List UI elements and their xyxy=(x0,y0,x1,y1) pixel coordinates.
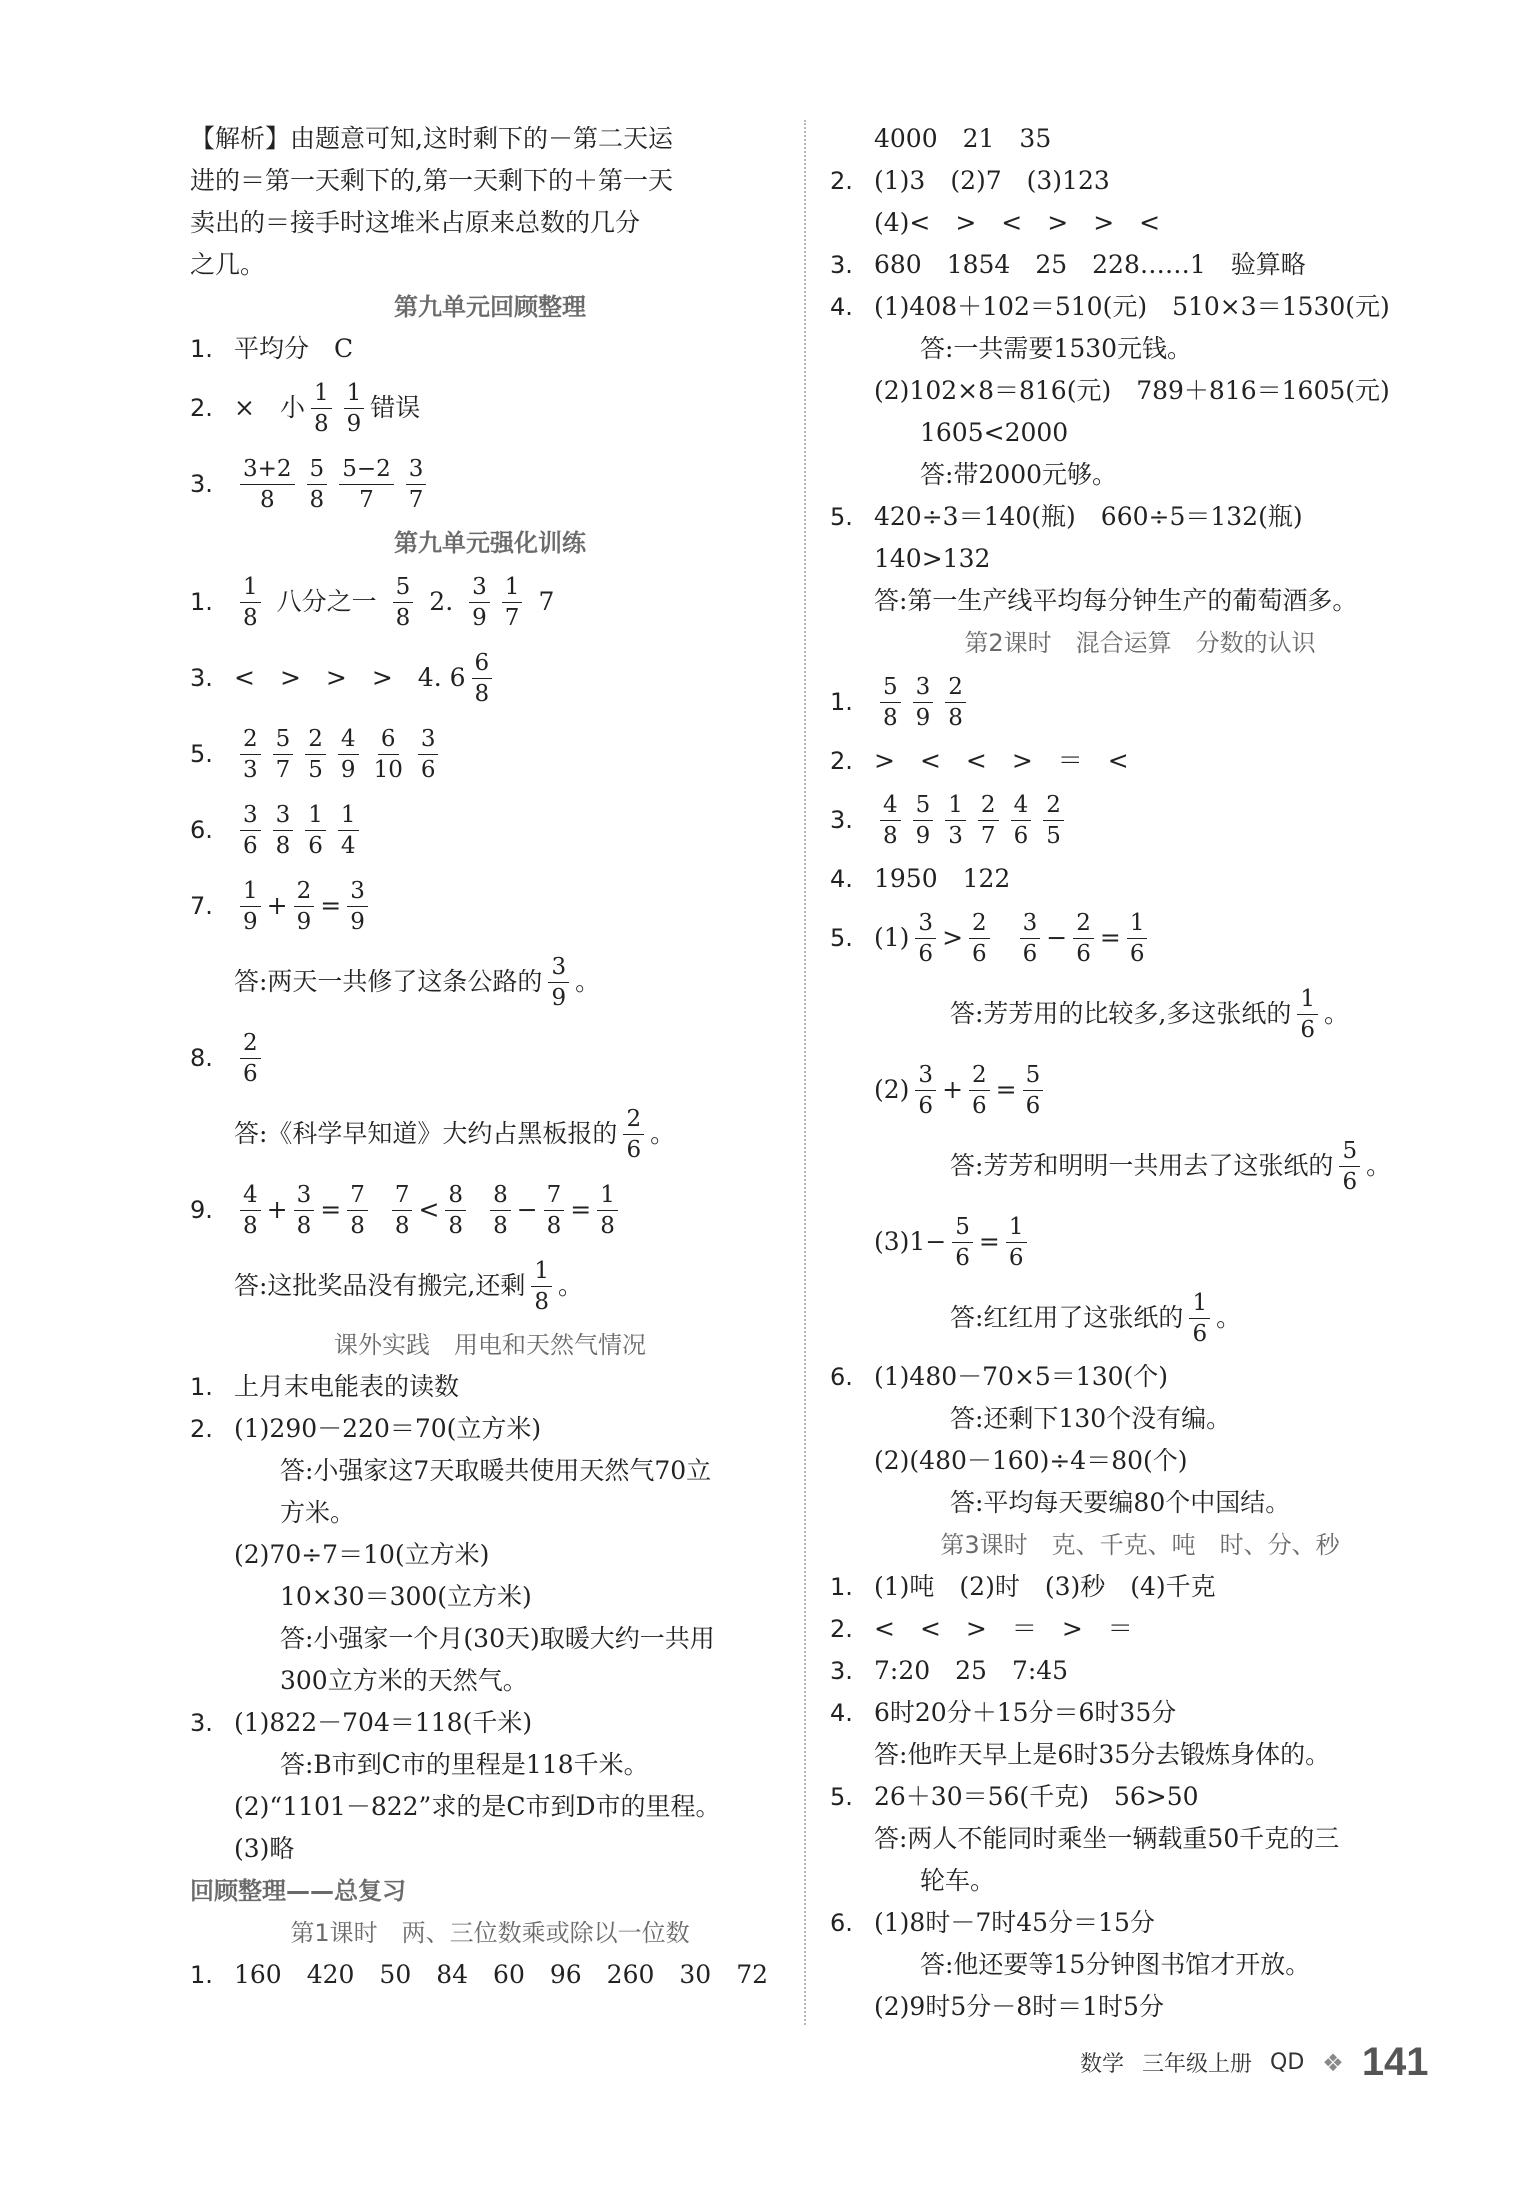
answer-line: 答:一共需要1530元钱。 xyxy=(920,334,1193,363)
item-number: 1. xyxy=(190,1373,213,1401)
fraction: $\frac{1}{7}$ xyxy=(502,572,523,633)
fraction: $\frac{3}{6}$ xyxy=(1020,908,1041,969)
item-number: 6. xyxy=(190,816,213,844)
section-heading: 第2课时 混合运算 分数的认识 xyxy=(964,629,1316,657)
section-heading: 第九单元回顾整理 xyxy=(394,293,586,321)
item-number: 3. xyxy=(190,470,213,498)
fraction: $\frac{1}{6}$ xyxy=(305,800,326,861)
footer-edition: QD xyxy=(1270,2050,1305,2075)
answer-text: < < > ＝ > ＝ xyxy=(874,1614,1133,1643)
answer-text: (1)8时－7时45分＝15分 xyxy=(874,1908,1155,1937)
column-divider xyxy=(804,120,806,2025)
fraction: $\frac{8}{8}$ xyxy=(445,1180,466,1241)
answer-item xyxy=(830,1692,1450,1734)
operator: = xyxy=(1099,923,1121,952)
chapter-heading: 回顾整理——总复习 xyxy=(190,1877,406,1905)
answer-line: 答:B市到C市的里程是118千米。 xyxy=(280,1750,649,1779)
fraction: $\frac{2}{6}$ xyxy=(623,1104,644,1165)
operator: + xyxy=(266,891,288,920)
fraction: $\frac{7}{8}$ xyxy=(544,1180,565,1241)
fraction: $\frac{1}{3}$ xyxy=(945,790,966,851)
fraction: $\frac{1}{6}$ xyxy=(1189,1288,1210,1349)
fraction: $\frac{4}{9}$ xyxy=(338,724,359,785)
item-number: 2. xyxy=(830,1615,853,1643)
fraction: $\frac{6}{8}$ xyxy=(472,648,493,709)
fraction: $\frac{3}{9}$ xyxy=(347,876,368,937)
answer-line xyxy=(830,1052,1450,1128)
answer-text: 上月末电能表的读数 xyxy=(234,1372,460,1401)
answer-item xyxy=(190,446,790,522)
fraction: $\frac{1}{8}$ xyxy=(597,1180,618,1241)
fraction: $\frac{5}{6}$ xyxy=(1339,1136,1360,1197)
item-number: 6. xyxy=(830,1363,853,1391)
item-number: 2. xyxy=(190,394,213,422)
answer-item xyxy=(830,244,1450,286)
item-number: 8. xyxy=(190,1044,213,1072)
right-column xyxy=(830,118,1450,2028)
analysis-line: 之几。 xyxy=(190,250,266,279)
answer-text: 答:红红用了这张纸的 xyxy=(950,1303,1184,1332)
operator: = xyxy=(978,1227,1000,1256)
operator: = xyxy=(320,1195,342,1224)
answer-item xyxy=(830,1356,1450,1398)
answer-line: 140>132 xyxy=(874,544,991,573)
section-heading: 第九单元强化训练 xyxy=(394,529,586,557)
fraction: $\frac{8}{8}$ xyxy=(490,1180,511,1241)
fraction: $\frac{2}{6}$ xyxy=(1073,908,1094,969)
fraction: $\frac{5-2}{7}$ xyxy=(339,454,394,515)
answer-text: (1)408＋102＝510(元) 510×3＝1530(元) xyxy=(874,292,1390,321)
fraction: $\frac{3}{9}$ xyxy=(548,952,569,1013)
fraction: $\frac{5}{6}$ xyxy=(952,1212,973,1273)
answer-line: 轮车。 xyxy=(920,1866,996,1895)
answer-line: 4000 21 35 xyxy=(874,124,1052,153)
answer-item xyxy=(830,858,1450,900)
answer-text: (1)822－704＝118(千米) xyxy=(234,1708,533,1737)
item-number: 5. xyxy=(830,924,853,952)
answer-line: 答:小强家一个月(30天)取暖大约一共用 xyxy=(280,1624,715,1653)
sub-label: (3) xyxy=(874,1227,910,1256)
answer-text: 2. xyxy=(429,587,454,616)
answer-text: 160 420 50 84 60 96 260 30 72 xyxy=(234,1960,769,1989)
item-number: 5. xyxy=(190,740,213,768)
fraction: $\frac{1}{6}$ xyxy=(1006,1212,1027,1273)
answer-sentence xyxy=(830,976,1450,1052)
fraction: $\frac{3}{6}$ xyxy=(240,800,261,861)
answer-item xyxy=(190,1954,790,1996)
item-number: 2. xyxy=(830,747,853,775)
answer-line: 答:带2000元够。 xyxy=(920,460,1118,489)
answer-text: > < < > ＝ < xyxy=(874,746,1129,775)
fraction: $\frac{2}{3}$ xyxy=(240,724,261,785)
answer-text: (1)吨 (2)时 (3)秒 (4)千克 xyxy=(874,1572,1216,1601)
fraction: $\frac{7}{8}$ xyxy=(347,1180,368,1241)
answer-item xyxy=(190,792,790,868)
fraction: $\frac{2}{7}$ xyxy=(978,790,999,851)
answer-line: 方米。 xyxy=(280,1498,356,1527)
item-number: 3. xyxy=(830,251,853,279)
answer-item xyxy=(830,1566,1450,1608)
answer-item xyxy=(190,370,790,446)
item-number: 4. xyxy=(830,1699,853,1727)
fraction: $\frac{6}{10}$ xyxy=(373,725,403,783)
section-heading: 课外实践 用电和天然气情况 xyxy=(334,1331,646,1359)
fraction: $\frac{5}{8}$ xyxy=(307,454,328,515)
operator: = xyxy=(570,1195,592,1224)
answer-item xyxy=(830,1776,1450,1818)
period: 。 xyxy=(575,967,601,996)
answer-line: 答:还剩下130个没有编。 xyxy=(950,1404,1232,1433)
answer-line: 10×30＝300(立方米) xyxy=(280,1582,532,1611)
number: 1 xyxy=(909,1227,926,1256)
answer-item xyxy=(190,1172,790,1248)
item-number: 2. xyxy=(190,1415,213,1443)
page-footer xyxy=(1080,2040,1429,2085)
section-heading: 第3课时 克、千克、吨 时、分、秒 xyxy=(940,1531,1340,1559)
period: 。 xyxy=(1216,1303,1242,1332)
answer-item xyxy=(830,740,1450,782)
answer-text: × 小 xyxy=(234,393,305,422)
fraction: $\frac{4}{8}$ xyxy=(240,1180,261,1241)
answer-sentence xyxy=(830,1280,1450,1356)
answer-item xyxy=(190,1366,790,1408)
answer-line: (2)(480－160)÷4＝80(个) xyxy=(874,1446,1188,1475)
answer-text: (1)480－70×5＝130(个) xyxy=(874,1362,1169,1391)
answer-line: 300立方米的天然气。 xyxy=(280,1666,528,1695)
fraction: $\frac{1}{9}$ xyxy=(240,876,261,937)
fraction: $\frac{5}{9}$ xyxy=(913,790,934,851)
item-number: 9. xyxy=(190,1196,213,1224)
answer-text: 错误 xyxy=(370,393,421,422)
answer-item xyxy=(190,564,790,640)
answer-item xyxy=(830,1608,1450,1650)
fraction: $\frac{5}{7}$ xyxy=(273,724,294,785)
fraction: $\frac{2}{5}$ xyxy=(305,724,326,785)
item-number: 3. xyxy=(830,1657,853,1685)
item-number: 2. xyxy=(830,167,853,195)
item-number: 3. xyxy=(190,1709,213,1737)
answer-text: 答:芳芳用的比较多,多这张纸的 xyxy=(950,999,1292,1028)
fraction: $\frac{3}{6}$ xyxy=(418,724,439,785)
answer-item xyxy=(830,496,1450,538)
answer-line: 答:他昨天早上是6时35分去锻炼身体的。 xyxy=(874,1740,1331,1769)
answer-line: 答:平均每天要编80个中国结。 xyxy=(950,1488,1291,1517)
fraction: $\frac{1}{8}$ xyxy=(531,1256,552,1317)
answer-text: 答:这批奖品没有搬完,还剩 xyxy=(234,1271,526,1300)
answer-line: (2)“1101－822”求的是C市到D市的里程。 xyxy=(234,1792,721,1821)
analysis-line: 进的＝第一天剩下的,第一天剩下的＋第一天 xyxy=(190,166,673,195)
operator: = xyxy=(320,891,342,920)
answer-item xyxy=(830,664,1450,740)
fraction: $\frac{2}{6}$ xyxy=(969,1060,990,1121)
period: 。 xyxy=(1366,1151,1392,1180)
operator: + xyxy=(266,1195,288,1224)
answer-line: (2)102×8＝816(元) 789＋816＝1605(元) xyxy=(874,376,1390,405)
answer-item xyxy=(830,160,1450,202)
operator: − xyxy=(1046,923,1068,952)
operator: + xyxy=(942,1075,964,1104)
answer-text: 7 xyxy=(538,587,555,616)
answer-sentence xyxy=(190,1096,790,1172)
item-number: 3. xyxy=(190,664,213,692)
item-number: 1. xyxy=(190,335,213,363)
fraction: $\frac{3+2}{8}$ xyxy=(240,454,295,515)
answer-sentence xyxy=(830,1128,1450,1204)
item-number: 1. xyxy=(190,1961,213,1989)
left-column xyxy=(190,118,790,1996)
answer-text: (1)3 (2)7 (3)123 xyxy=(874,166,1110,195)
fraction: $\frac{3}{6}$ xyxy=(915,1060,936,1121)
item-number: 1. xyxy=(830,688,853,716)
fraction: $\frac{3}{9}$ xyxy=(913,672,934,733)
analysis-line: 【解析】由题意可知,这时剩下的－第二天运 xyxy=(190,124,673,153)
answer-text: 八分之一 xyxy=(276,587,377,616)
answer-item xyxy=(190,1702,790,1744)
operator: > xyxy=(942,923,964,952)
answer-line: 答:小强家这7天取暖共使用天然气70立 xyxy=(280,1456,712,1485)
answer-line: 答:两人不能同时乘坐一辆载重50千克的三 xyxy=(874,1824,1340,1853)
fraction: $\frac{4}{6}$ xyxy=(1011,790,1032,851)
answer-item xyxy=(830,1650,1450,1692)
fraction: $\frac{3}{8}$ xyxy=(294,1180,315,1241)
answer-line xyxy=(830,1204,1450,1280)
answer-text: (1)290－220＝70(立方米) xyxy=(234,1414,542,1443)
item-number: 3. xyxy=(830,806,853,834)
answer-line: (4)< > < > > < xyxy=(874,208,1161,237)
sub-label: (2) xyxy=(874,1075,910,1104)
item-number: 7. xyxy=(190,892,213,920)
answer-text: < > > > 4. 6 xyxy=(234,663,466,692)
operator: − xyxy=(925,1227,947,1256)
answer-text: 答:芳芳和明明一共用去了这张纸的 xyxy=(950,1151,1334,1180)
answer-item xyxy=(190,1020,790,1096)
answer-item xyxy=(190,868,790,944)
fraction: $\frac{1}{8}$ xyxy=(240,572,261,633)
item-number: 1. xyxy=(190,588,213,616)
fraction: $\frac{4}{8}$ xyxy=(880,790,901,851)
sub-label: (1) xyxy=(874,923,910,952)
answer-text: 答:两天一共修了这条公路的 xyxy=(234,967,543,996)
item-number: 5. xyxy=(830,503,853,531)
fraction: $\frac{2}{6}$ xyxy=(969,908,990,969)
answer-text: 1950 122 xyxy=(874,864,1011,893)
answer-text: 平均分 C xyxy=(234,334,354,363)
period: 。 xyxy=(1324,999,1350,1028)
operator: − xyxy=(516,1195,538,1224)
footer-subject: 数学 xyxy=(1080,2052,1125,2077)
footer-grade: 三年级上册 xyxy=(1142,2052,1253,2077)
fraction: $\frac{2}{9}$ xyxy=(294,876,315,937)
fraction: $\frac{2}{8}$ xyxy=(945,672,966,733)
fraction: $\frac{5}{6}$ xyxy=(1023,1060,1044,1121)
fraction: $\frac{2}{5}$ xyxy=(1043,790,1064,851)
answer-line: (2)9时5分－8时＝1时5分 xyxy=(874,1992,1164,2021)
fraction: $\frac{1}{8}$ xyxy=(311,378,332,439)
fraction: $\frac{2}{6}$ xyxy=(240,1028,261,1089)
fraction: $\frac{1}{4}$ xyxy=(338,800,359,861)
fraction: $\frac{5}{8}$ xyxy=(393,572,414,633)
page-number: 141 xyxy=(1361,2040,1429,2084)
fraction: $\frac{1}{6}$ xyxy=(1297,984,1318,1045)
item-number: 5. xyxy=(830,1783,853,1811)
answer-item xyxy=(830,286,1450,328)
item-number: 6. xyxy=(830,1909,853,1937)
fraction: $\frac{1}{6}$ xyxy=(1127,908,1148,969)
answer-item xyxy=(190,716,790,792)
answer-text: 答:《科学早知道》大约占黑板报的 xyxy=(234,1119,618,1148)
answer-item xyxy=(190,1408,790,1450)
answer-line: 答:第一生产线平均每分钟生产的葡萄酒多。 xyxy=(874,586,1358,615)
answer-line: (2)70÷7＝10(立方米) xyxy=(234,1540,490,1569)
item-number: 4. xyxy=(830,293,853,321)
answer-item xyxy=(830,900,1450,976)
answer-item xyxy=(830,782,1450,858)
item-number: 4. xyxy=(830,865,853,893)
diamond-icon: ❖ xyxy=(1322,2048,1344,2077)
answer-item xyxy=(190,640,790,716)
fraction: $\frac{7}{8}$ xyxy=(392,1180,413,1241)
fraction: $\frac{3}{7}$ xyxy=(406,454,427,515)
answer-text: 6时20分＋15分＝6时35分 xyxy=(874,1698,1177,1727)
period: 。 xyxy=(650,1119,676,1148)
answer-item xyxy=(830,1902,1450,1944)
answer-text: 420÷3＝140(瓶) 660÷5＝132(瓶) xyxy=(874,502,1303,531)
answer-item xyxy=(190,328,790,370)
section-heading: 第1课时 两、三位数乘或除以一位数 xyxy=(290,1919,690,1947)
item-number: 1. xyxy=(830,1573,853,1601)
fraction: $\frac{3}{6}$ xyxy=(915,908,936,969)
answer-line: 答:他还要等15分钟图书馆才开放。 xyxy=(920,1950,1311,1979)
fraction: $\frac{3}{9}$ xyxy=(469,572,490,633)
answer-text: 680 1854 25 228……1 验算略 xyxy=(874,250,1306,279)
fraction: $\frac{5}{8}$ xyxy=(880,672,901,733)
operator: < xyxy=(418,1195,440,1224)
answer-sentence xyxy=(190,1248,790,1324)
fraction: $\frac{1}{9}$ xyxy=(344,378,365,439)
answer-text: 26＋30＝56(千克) 56>50 xyxy=(874,1782,1199,1811)
analysis-line: 卖出的＝接手时这堆米占原来总数的几分 xyxy=(190,208,641,237)
answer-sentence xyxy=(190,944,790,1020)
answer-line: 1605<2000 xyxy=(920,418,1069,447)
fraction: $\frac{3}{8}$ xyxy=(273,800,294,861)
answer-text: 7:20 25 7:45 xyxy=(874,1656,1069,1685)
answer-line: (3)略 xyxy=(234,1834,295,1863)
period: 。 xyxy=(558,1271,584,1300)
operator: = xyxy=(995,1075,1017,1104)
